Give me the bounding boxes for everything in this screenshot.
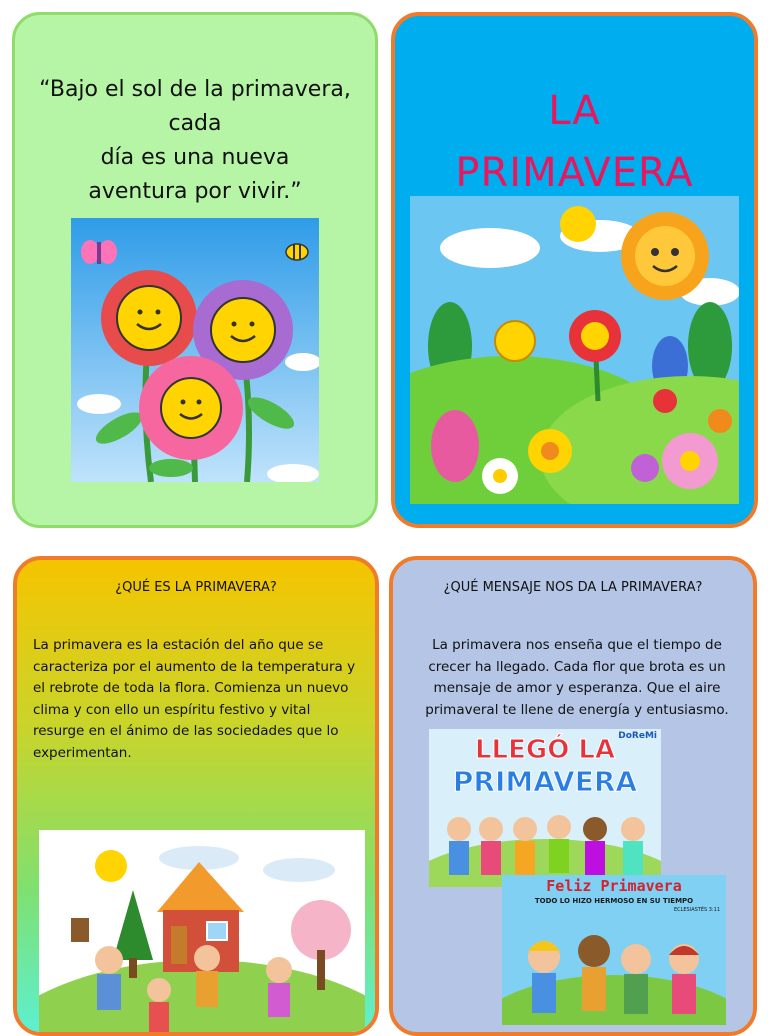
quote-line: “Bajo el sol de la primavera, xyxy=(39,77,351,102)
poster-line-1: LLEGÓ LA xyxy=(474,735,616,765)
title-line-1: LA xyxy=(548,88,601,134)
quote-line: día es una nueva xyxy=(100,145,290,170)
poster2-reference: ECLESIASTÉS 3:11 xyxy=(673,907,720,913)
flowers-illustration xyxy=(71,218,319,482)
spring-meadow-illustration xyxy=(410,196,739,504)
spring-message-card xyxy=(389,556,757,1036)
title-line-2: PRIMAVERA xyxy=(455,150,694,196)
poster-line-2: PRIMAVERA xyxy=(452,765,638,798)
title-card xyxy=(391,12,758,528)
what-is-spring-heading: ¿QUÉ ES LA PRIMAVERA? xyxy=(115,580,277,595)
what-is-spring-body: La primavera es la estación del año que se caracteriza por el aumento de la temperatura y el rebrote de toda la flora. Comienza un nuevo clima y con ello un espíritu festivo y vital resurge en el ánimo de las sociedades que lo experimentan. xyxy=(33,637,356,761)
quote-line: aventura por vivir.” xyxy=(88,179,302,204)
llego-la-primavera-poster xyxy=(429,729,661,887)
quote-card xyxy=(12,12,378,528)
spring-message-body: La primavera nos enseña que el tiempo de crecer ha llegado. Cada flor que brota es un mensaje de amor y esperanza. Que el aire primaveral te llene de energía y entusiasmo. xyxy=(425,637,729,718)
village-kids-illustration xyxy=(39,830,365,1036)
poster2-title: Feliz Primavera xyxy=(546,877,682,895)
quote-line: cada xyxy=(168,111,222,136)
spring-message-heading: ¿QUÉ MENSAJE NOS DA LA PRIMAVERA? xyxy=(443,580,703,595)
poster-logo: DoReMi xyxy=(618,731,657,741)
poster2-subtitle: TODO LO HIZO HERMOSO EN SU TIEMPO xyxy=(534,897,694,905)
feliz-primavera-poster xyxy=(502,875,726,1025)
quote-text xyxy=(29,73,361,209)
what-is-spring-card xyxy=(13,556,379,1036)
